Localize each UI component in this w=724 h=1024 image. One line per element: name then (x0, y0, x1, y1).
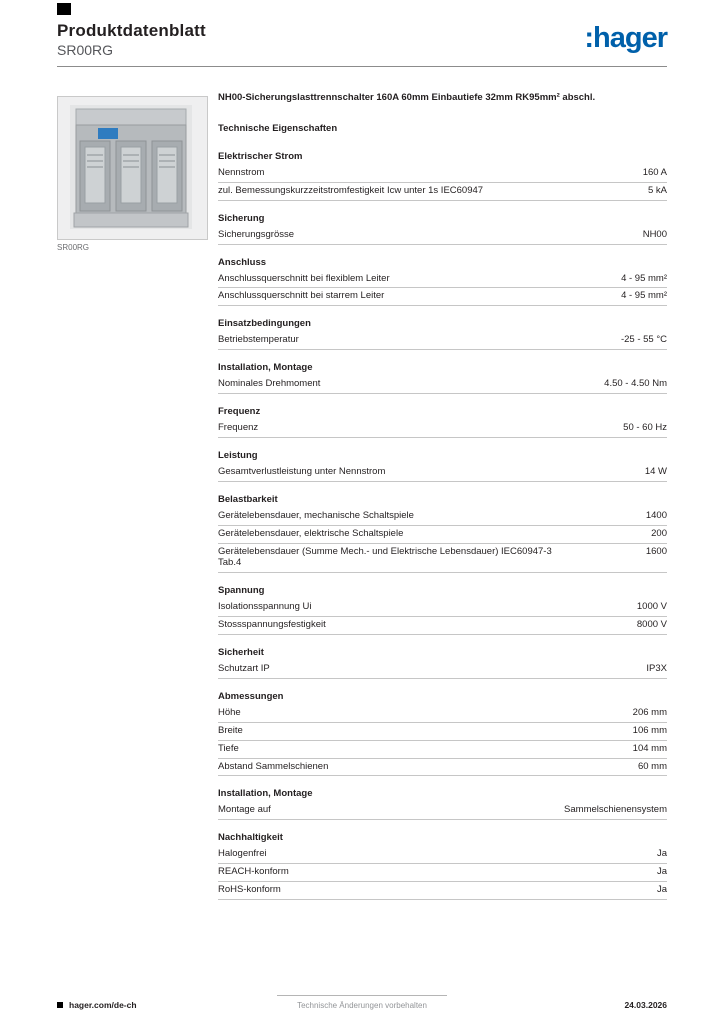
spec-section (218, 644, 667, 679)
spec-label: Nominales Drehmoment (218, 378, 321, 390)
spec-section (218, 254, 667, 307)
spec-section (218, 210, 667, 245)
spec-row (218, 617, 667, 635)
hager-logo: :hager (584, 22, 667, 54)
page-title: Produktdatenblatt (57, 21, 206, 40)
spec-section (218, 491, 667, 574)
spec-row (218, 882, 667, 900)
spec-row (218, 661, 667, 679)
spec-row (218, 227, 667, 245)
footer-date: 24.03.2026 (624, 1000, 667, 1010)
spec-label: Gerätelebensdauer, mechanische Schaltspiele (218, 509, 414, 521)
spec-row (218, 288, 667, 306)
section-heading: Belastbarkeit (218, 493, 278, 505)
spec-sections (218, 148, 667, 900)
section-heading: Sicherheit (218, 647, 264, 658)
spec-label: Schutzart IP (218, 663, 270, 674)
section-heading: Elektrischer Strom (218, 150, 303, 162)
spec-label: Anschlussquerschnitt bei flexiblem Leiter (218, 272, 390, 284)
spec-label: Höhe (218, 706, 241, 718)
spec-value: Sammelschienensystem (564, 804, 667, 816)
product-description: NH00-Sicherungslasttrennschalter 160A 60mm Einbautiefe 32mm RK95mm² abschl. (218, 92, 596, 103)
spec-value: 104 mm (632, 742, 667, 754)
spec-value: 160 A (642, 166, 667, 178)
section-heading: Installation, Montage (218, 362, 313, 374)
spec-row (218, 544, 667, 574)
spec-section (218, 315, 667, 350)
spec-section (218, 447, 667, 482)
section-heading: Spannung (218, 585, 265, 597)
product-figure (57, 96, 208, 240)
spec-value: 4.50 - 4.50 Nm (604, 378, 667, 390)
spec-value: 1600 (645, 545, 667, 557)
footer-square-icon (57, 1002, 63, 1008)
spec-label: Isolationsspannung Ui (218, 601, 312, 613)
spec-section (218, 359, 667, 394)
spec-value: Ja (656, 866, 667, 878)
spec-value: 206 mm (632, 706, 667, 718)
spec-row (218, 526, 667, 544)
spec-value: Ja (656, 884, 667, 895)
spec-section (218, 403, 667, 438)
spec-value: 1000 V (636, 601, 667, 613)
spec-value: 1400 (645, 509, 667, 521)
spec-value: 200 (651, 527, 667, 539)
product-image (58, 97, 207, 239)
spec-label: Sicherungsgrösse (218, 228, 295, 240)
spec-section (218, 785, 667, 820)
spec-row (218, 508, 667, 526)
spec-value: -25 - 55 °C (620, 334, 667, 346)
section-heading: Anschluss (218, 256, 267, 268)
spec-row (218, 759, 667, 777)
spec-row (218, 846, 667, 864)
spec-value: IP3X (646, 663, 667, 674)
section-heading: Installation, Montage (218, 788, 313, 800)
spec-value: 5 kA (647, 184, 667, 196)
spec-row (218, 599, 667, 617)
footer-left (57, 1000, 137, 1010)
spec-row (218, 741, 667, 759)
spec-value: 4 - 95 mm² (621, 272, 667, 284)
spec-row (218, 165, 667, 183)
spec-label: Nennstrom (218, 166, 265, 178)
spec-value: 4 - 95 mm² (621, 290, 667, 302)
spec-row (218, 183, 667, 201)
spec-row (218, 376, 667, 394)
spec-label: Frequenz (218, 422, 259, 433)
spec-section (218, 148, 667, 201)
spec-label: Abstand Sammelschienen (218, 760, 329, 772)
figure-caption: SR00RG (57, 243, 90, 252)
section-heading: Sicherung (218, 212, 265, 224)
spec-section (218, 829, 667, 900)
section-heading: Frequenz (218, 406, 261, 417)
spec-label: Betriebstemperatur (218, 334, 299, 346)
spec-section (218, 582, 667, 635)
spec-section (218, 688, 667, 777)
spec-value: Ja (656, 848, 667, 860)
spec-row (218, 464, 667, 482)
spec-main-column (218, 92, 667, 909)
spec-label: Gerätelebensdauer, elektrische Schaltspiele (218, 527, 404, 539)
spec-row (218, 271, 667, 289)
spec-label: RoHS-konform (218, 884, 281, 895)
footer-url[interactable]: hager.com/de-ch (69, 1000, 137, 1010)
spec-value: 14 W (644, 465, 667, 477)
spec-label: Tiefe (218, 742, 239, 754)
product-code: SR00RG (57, 42, 114, 58)
spec-row (218, 864, 667, 882)
spec-value: 8000 V (636, 619, 667, 631)
spec-label: Montage auf (218, 804, 271, 816)
spec-value: 106 mm (632, 724, 667, 736)
spec-value: 60 mm (637, 760, 667, 772)
footer-disclaimer: Technische Änderungen vorbehalten (277, 995, 447, 1010)
spec-label: Stossspannungsfestigkeit (218, 619, 326, 631)
spec-value: NH00 (642, 228, 667, 240)
section-heading: Leistung (218, 449, 258, 461)
spec-row (218, 802, 667, 820)
spec-value: 50 - 60 Hz (623, 422, 667, 433)
section-heading: Einsatzbedingungen (218, 318, 311, 330)
spec-label: Halogenfrei (218, 848, 267, 860)
spec-label: zul. Bemessungskurzzeitstromfestigkeit Icw unter 1s IEC60947 (218, 184, 484, 196)
spec-label: Gerätelebensdauer (Summe Mech.- und Elektrische Lebensdauer) IEC60947-3 Tab.4 (218, 545, 552, 569)
spec-label: Gesamtverlustleistung unter Nennstrom (218, 465, 386, 477)
section-heading: Abmessungen (218, 690, 284, 702)
spec-label: Breite (218, 724, 243, 736)
print-registration-mark (57, 3, 71, 15)
technical-properties-title: Technische Eigenschaften (218, 122, 338, 134)
spec-row (218, 332, 667, 350)
section-heading: Nachhaltigkeit (218, 832, 283, 844)
spec-label: REACH-konform (218, 866, 289, 878)
spec-label: Anschlussquerschnitt bei starrem Leiter (218, 290, 385, 302)
spec-row (218, 723, 667, 741)
header-divider (57, 66, 667, 67)
spec-row (218, 420, 667, 438)
spec-row (218, 705, 667, 723)
